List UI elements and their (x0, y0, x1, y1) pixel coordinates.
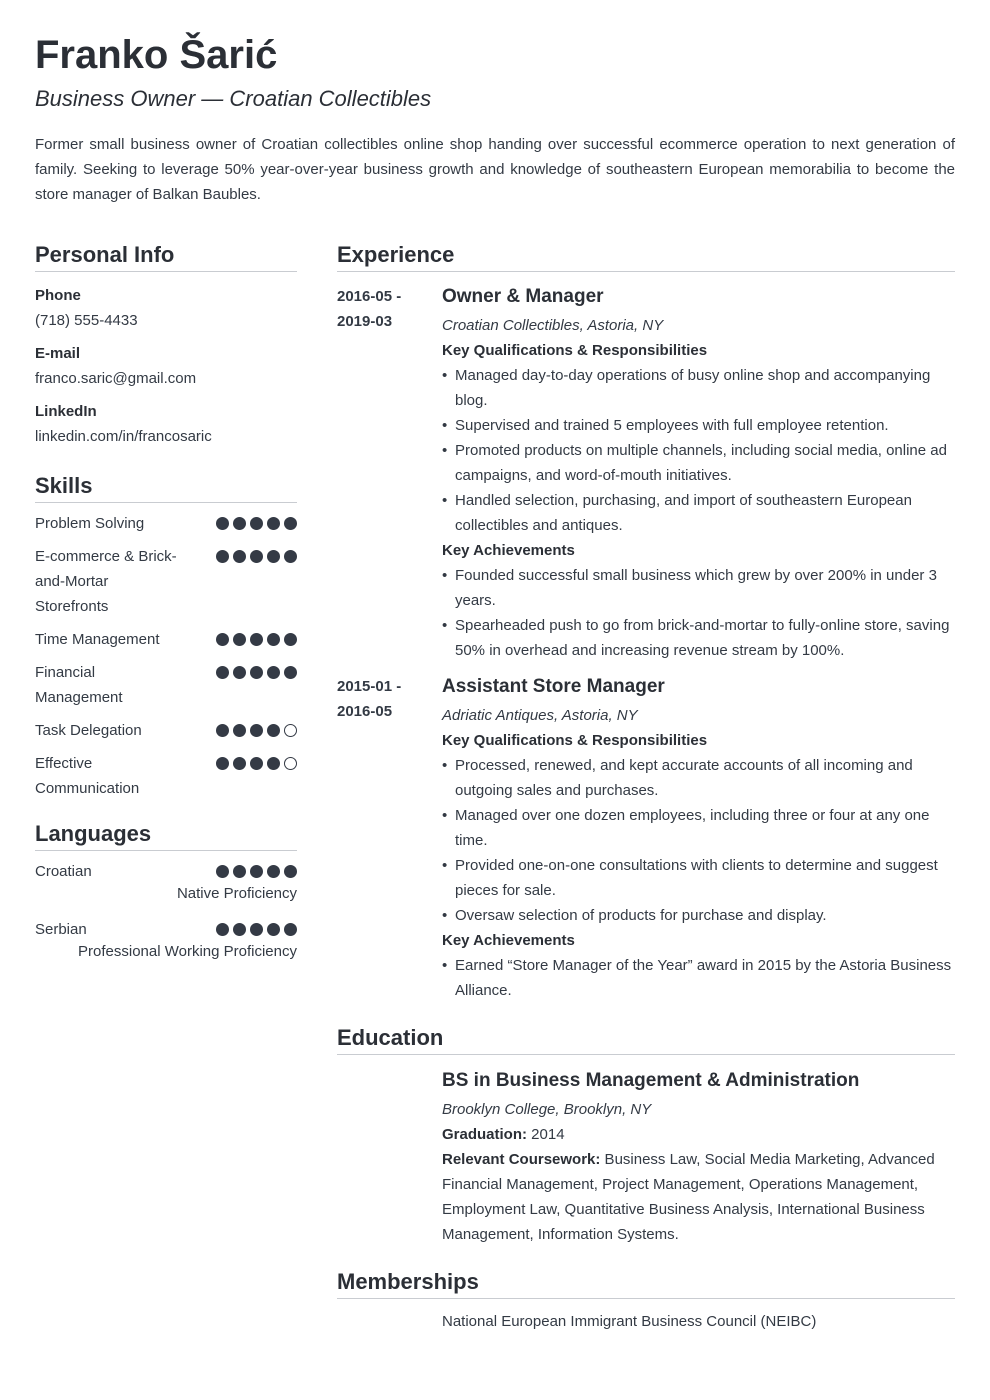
filled-dot-icon (233, 865, 246, 878)
responsibilities-list (442, 363, 955, 538)
languages-heading: Languages (35, 819, 297, 851)
responsibility-item: • Supervised and trained 5 employees with full employee retention. (442, 413, 955, 438)
skill-rating-dots (216, 544, 297, 563)
language-proficiency: Professional Working Proficiency (78, 943, 297, 960)
filled-dot-icon (233, 757, 246, 770)
skill-row (35, 544, 297, 619)
memberships-heading: Memberships (337, 1267, 955, 1299)
responsibility-item: • Promoted products on multiple channels, including social media, online ad campaigns, and word-of-mouth initiatives. (442, 438, 955, 488)
skill-row (35, 660, 297, 710)
filled-dot-icon (267, 724, 280, 737)
filled-dot-icon (233, 633, 246, 646)
job-entry (337, 284, 955, 663)
skill-row (35, 751, 297, 801)
job-company: Adriatic Antiques, Astoria, NY (442, 707, 638, 724)
coursework-value: Business Law, Social Media Marketing, Advanced Financial Management, Project Management, Operations Management, Employment Law, Quantitative Business Analysis, International Business Management, Information Systems. (442, 1151, 935, 1243)
coursework-label: Relevant Coursework: (442, 1151, 601, 1168)
filled-dot-icon (250, 724, 263, 737)
phone-value: (718) 555-4433 (35, 312, 138, 329)
graduation-value: 2014 (527, 1126, 565, 1143)
language-rating-dots (216, 917, 297, 936)
filled-dot-icon (233, 550, 246, 563)
language-row (35, 917, 297, 942)
skill-rating-dots (216, 511, 297, 530)
responsibility-item: • Oversaw selection of products for purchase and display. (442, 903, 955, 928)
skill-name: Effective Communication (35, 755, 140, 797)
skill-rating-dots (216, 751, 297, 770)
phone-label: Phone (35, 287, 81, 304)
language-name: Serbian (35, 921, 87, 938)
memberships-list (442, 1309, 955, 1334)
skill-name: E-commerce & Brick-and-Mortar Storefronts (35, 548, 177, 615)
graduation-label: Graduation: (442, 1126, 527, 1143)
filled-dot-icon (284, 666, 297, 679)
personal-info-heading: Personal Info (35, 240, 297, 272)
job-body (442, 284, 955, 663)
filled-dot-icon (250, 923, 263, 936)
skill-name: Problem Solving (35, 515, 145, 532)
job-body (442, 674, 955, 1003)
skill-name: Task Delegation (35, 722, 142, 739)
linkedin-value: linkedin.com/in/francosaric (35, 428, 212, 445)
filled-dot-icon (267, 865, 280, 878)
skill-rating-dots (216, 627, 297, 646)
responsibility-item: • Managed over one dozen employees, including three or four at any one time. (442, 803, 955, 853)
achievements-heading: Key Achievements (442, 542, 575, 559)
filled-dot-icon (284, 550, 297, 563)
filled-dot-icon (267, 666, 280, 679)
job-title: Assistant Store Manager (442, 676, 665, 697)
filled-dot-icon (216, 724, 229, 737)
empty-dot-icon (284, 724, 297, 737)
left-column (35, 240, 297, 975)
achievement-item: • Founded successful small business which grew by over 200% in under 3 years. (442, 563, 955, 613)
job-entry (337, 674, 955, 1003)
filled-dot-icon (233, 923, 246, 936)
filled-dot-icon (250, 666, 263, 679)
school-name: Brooklyn College, Brooklyn, NY (442, 1101, 652, 1118)
filled-dot-icon (216, 757, 229, 770)
coursework-line (442, 1147, 955, 1247)
filled-dot-icon (284, 865, 297, 878)
language-entry (35, 859, 297, 904)
filled-dot-icon (267, 757, 280, 770)
job-dates (337, 284, 442, 663)
skill-name: Financial Management (35, 664, 123, 706)
filled-dot-icon (233, 724, 246, 737)
filled-dot-icon (216, 633, 229, 646)
filled-dot-icon (233, 666, 246, 679)
graduation-line (442, 1122, 955, 1147)
job-company: Croatian Collectibles, Astoria, NY (442, 317, 664, 334)
email-label: E-mail (35, 345, 81, 362)
job-date-start: 2016-05 - (337, 288, 402, 305)
right-column (337, 240, 955, 1334)
filled-dot-icon (216, 923, 229, 936)
skills-list (35, 511, 297, 801)
filled-dot-icon (250, 550, 263, 563)
job-date-end: 2019-03 (337, 313, 393, 330)
achievement-item: • Earned “Store Manager of the Year” award in 2015 by the Astoria Business Alliance. (442, 953, 955, 1003)
skill-rating-dots (216, 718, 297, 737)
skill-row (35, 511, 297, 536)
languages-list (35, 859, 297, 962)
education-entry (442, 1068, 955, 1247)
jobs-list (337, 284, 955, 1003)
responsibility-item: • Managed day-to-day operations of busy online shop and accompanying blog. (442, 363, 955, 413)
language-entry (35, 917, 297, 962)
filled-dot-icon (267, 550, 280, 563)
candidate-name: Franko Šarić (35, 33, 278, 77)
filled-dot-icon (284, 517, 297, 530)
experience-heading: Experience (337, 240, 955, 272)
filled-dot-icon (250, 633, 263, 646)
skills-heading: Skills (35, 471, 297, 503)
filled-dot-icon (216, 666, 229, 679)
skill-name: Time Management (35, 631, 160, 648)
filled-dot-icon (250, 757, 263, 770)
filled-dot-icon (216, 550, 229, 563)
filled-dot-icon (250, 517, 263, 530)
responsibilities-list (442, 753, 955, 928)
filled-dot-icon (250, 865, 263, 878)
filled-dot-icon (233, 517, 246, 530)
candidate-subtitle: Business Owner — Croatian Collectibles (35, 86, 432, 111)
filled-dot-icon (267, 517, 280, 530)
linkedin-label: LinkedIn (35, 403, 97, 420)
membership-item: National European Immigrant Business Council (NEIBC) (442, 1313, 817, 1330)
job-title: Owner & Manager (442, 286, 604, 307)
language-proficiency: Native Proficiency (176, 885, 297, 902)
skill-row (35, 627, 297, 652)
responsibility-item: • Provided one-on-one consultations with clients to determine and suggest pieces for sale. (442, 853, 955, 903)
filled-dot-icon (267, 633, 280, 646)
achievements-list (442, 563, 955, 663)
filled-dot-icon (284, 923, 297, 936)
filled-dot-icon (284, 633, 297, 646)
degree-title: BS in Business Management & Administration (442, 1070, 860, 1091)
skill-rating-dots (216, 660, 297, 679)
language-rating-dots (216, 859, 297, 878)
filled-dot-icon (267, 923, 280, 936)
summary-paragraph: Former small business owner of Croatian collectibles online shop handing over successful ecommerce operation to next generation of family. Seeking to leverage 50% year-over-year business growth and knowledge of southeastern European memorabilia to become the store manager of Balkan Baubles. (35, 136, 955, 203)
job-date-end: 2016-05 (337, 703, 393, 720)
language-name: Croatian (35, 863, 92, 880)
job-date-start: 2015-01 - (337, 678, 402, 695)
responsibilities-heading: Key Qualifications & Responsibilities (442, 342, 708, 359)
achievements-list (442, 953, 955, 1003)
achievements-heading: Key Achievements (442, 932, 575, 949)
filled-dot-icon (216, 517, 229, 530)
education-heading: Education (337, 1023, 955, 1055)
responsibilities-heading: Key Qualifications & Responsibilities (442, 732, 708, 749)
email-value: franco.saric@gmail.com (35, 370, 197, 387)
empty-dot-icon (284, 757, 297, 770)
language-row (35, 859, 297, 884)
skill-row (35, 718, 297, 743)
responsibility-item: • Handled selection, purchasing, and import of southeastern European collectibles and antiques. (442, 488, 955, 538)
filled-dot-icon (216, 865, 229, 878)
responsibility-item: • Processed, renewed, and kept accurate accounts of all incoming and outgoing sales and purchases. (442, 753, 955, 803)
job-dates (337, 674, 442, 1003)
achievement-item: • Spearheaded push to go from brick-and-mortar to fully-online store, saving 50% in overhead and increasing revenue stream by 100%. (442, 613, 955, 663)
